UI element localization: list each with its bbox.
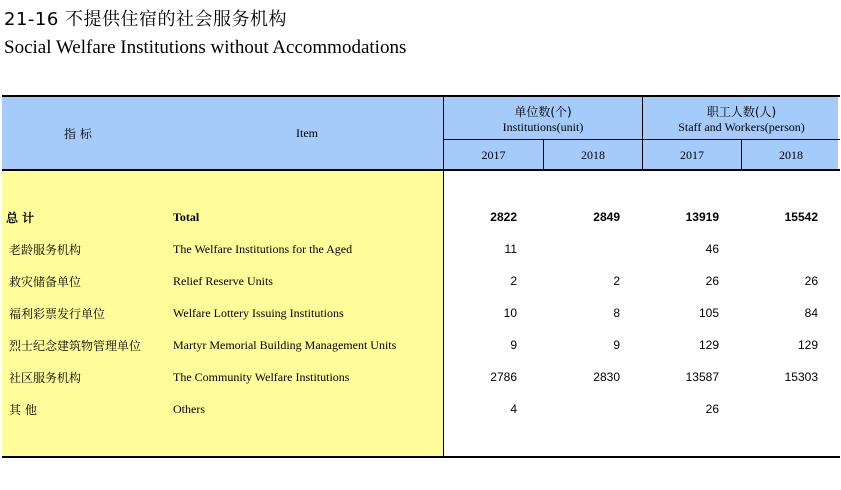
cell-value: 46 [705, 242, 719, 256]
cell-value: 26 [705, 274, 719, 288]
row-label-cn: 其 他 [9, 403, 37, 417]
header-year: 2018 [581, 148, 605, 162]
header-year: 2017 [680, 148, 704, 162]
header-institutions-en: Institutions(unit) [502, 120, 584, 134]
cell-value: 13919 [685, 210, 719, 224]
cell-value: 26 [804, 274, 818, 288]
header-institutions-cn: 单位数(个) [514, 105, 572, 119]
row-label-en: Martyr Memorial Building Management Units [173, 338, 397, 352]
cell-value: 129 [698, 338, 719, 352]
header-bottom-border [2, 169, 840, 171]
cell-value: 2822 [490, 210, 517, 224]
header-year: 2018 [779, 148, 803, 162]
cell-value: 2 [613, 274, 620, 288]
cell-value: 9 [510, 338, 517, 352]
table-title-cn: 21-16 不提供住宿的社会服务机构 [4, 9, 288, 30]
cell-value: 105 [698, 306, 719, 320]
cell-value: 129 [797, 338, 818, 352]
cell-value: 2 [510, 274, 517, 288]
row-label-cn: 福利彩票发行单位 [9, 307, 106, 321]
header-staff-cn: 职工人数(人) [706, 105, 777, 119]
header-item-en: Item [296, 126, 318, 140]
cell-value: 9 [613, 338, 620, 352]
cell-value: 26 [705, 402, 719, 416]
row-label-en: Others [173, 402, 205, 416]
cell-value: 15542 [784, 210, 818, 224]
cell-value: 10 [503, 306, 517, 320]
cell-value: 2849 [593, 210, 620, 224]
row-label-cn: 救灾储备单位 [9, 275, 82, 289]
cell-value: 11 [504, 242, 517, 256]
table-title-en: Social Welfare Institutions without Accommodations [4, 37, 407, 58]
header-year: 2017 [481, 148, 506, 162]
row-label-cn: 社区服务机构 [9, 371, 82, 385]
header-staff-en: Staff and Workers(person) [678, 120, 805, 134]
cell-value: 8 [613, 306, 620, 320]
cell-value: 13587 [685, 370, 719, 384]
cell-value: 4 [510, 402, 517, 416]
row-label-en: The Welfare Institutions for the Aged [173, 242, 353, 256]
row-label-cn: 烈士纪念建筑物管理单位 [9, 339, 142, 353]
top-border [2, 95, 840, 97]
header-indicator-cn: 指 标 [64, 127, 92, 141]
row-label-cn: 总 计 [6, 211, 35, 225]
bottom-border [2, 456, 840, 458]
row-label-en: Relief Reserve Units [173, 274, 273, 288]
row-label-en: Total [173, 210, 200, 224]
row-label-en: The Community Welfare Institutions [173, 370, 350, 384]
row-label-cn: 老龄服务机构 [9, 243, 82, 257]
cell-value: 2830 [593, 370, 620, 384]
cell-value: 2786 [490, 370, 517, 384]
cell-value: 15303 [784, 370, 818, 384]
cell-value: 84 [804, 306, 818, 320]
row-label-en: Welfare Lottery Issuing Institutions [173, 306, 344, 320]
